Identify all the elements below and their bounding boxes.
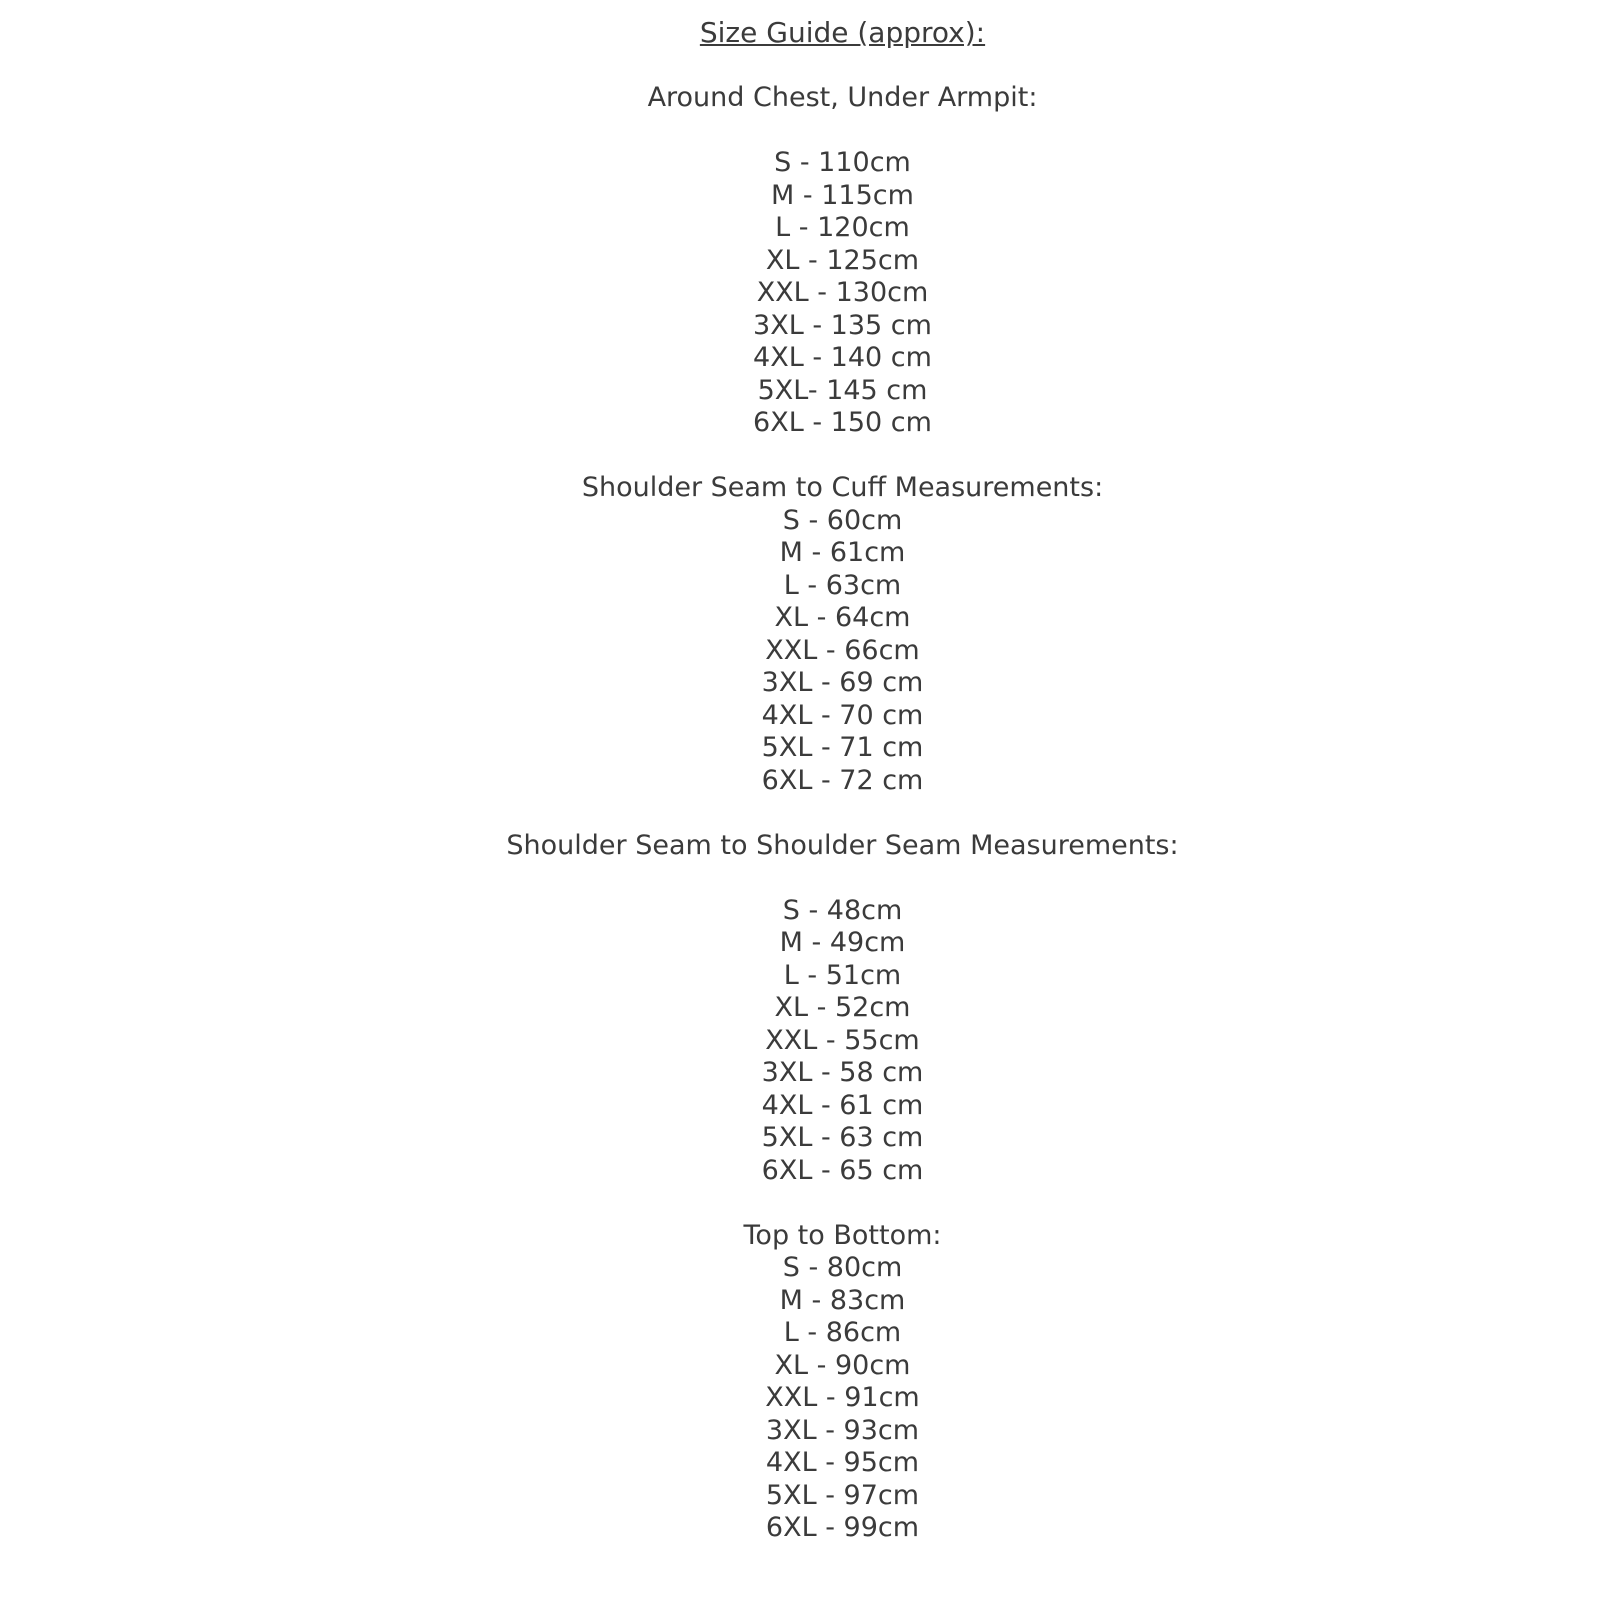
size-row: XL - 52cm xyxy=(774,992,911,1023)
size-row: 3XL - 93cm xyxy=(765,1414,920,1446)
size-guide-content xyxy=(85,17,1600,1545)
page-title: Size Guide (approx): xyxy=(699,16,986,49)
size-row: XL - 125cm xyxy=(765,244,920,276)
blank-line xyxy=(85,862,1600,895)
size-row: XL - 64cm xyxy=(774,602,911,633)
size-row: 3XL - 69 cm xyxy=(761,667,924,698)
size-row: 4XL - 95cm xyxy=(765,1447,920,1478)
size-row: S - 60cm xyxy=(782,504,903,536)
size-row: XXL - 91cm xyxy=(765,1382,920,1413)
size-row: L - 63cm xyxy=(783,569,902,601)
size-row: 5XL- 145 cm xyxy=(757,374,928,406)
size-row: 5XL - 63 cm xyxy=(761,1122,924,1153)
section-heading: Shoulder Seam to Cuff Measurements: xyxy=(581,472,1104,503)
size-row: 3XL - 135 cm xyxy=(753,309,932,341)
size-row: L - 51cm xyxy=(783,959,902,991)
blank-line xyxy=(85,797,1600,830)
blank-line xyxy=(85,1187,1600,1220)
size-row: 5XL - 71 cm xyxy=(761,732,924,763)
blank-line xyxy=(85,440,1600,473)
section-heading: Around Chest, Under Armpit: xyxy=(647,82,1038,113)
size-row: 6XL - 150 cm xyxy=(753,407,932,438)
size-row: 4XL - 61 cm xyxy=(761,1089,924,1121)
size-row: M - 83cm xyxy=(779,1284,906,1316)
size-row: 5XL - 97cm xyxy=(765,1479,920,1511)
size-row: 3XL - 58 cm xyxy=(761,1057,924,1088)
blank-line xyxy=(85,115,1600,148)
size-row: L - 120cm xyxy=(775,212,910,243)
size-row: M - 61cm xyxy=(779,537,906,568)
section-heading: Top to Bottom: xyxy=(743,1219,942,1251)
size-row: M - 115cm xyxy=(771,179,914,211)
size-row: 6XL - 72 cm xyxy=(761,764,924,796)
size-row: S - 80cm xyxy=(782,1252,903,1283)
size-row: 4XL - 140 cm xyxy=(753,342,932,373)
size-row: 6XL - 65 cm xyxy=(761,1154,924,1186)
size-row: 4XL - 70 cm xyxy=(761,699,924,731)
size-row: L - 86cm xyxy=(783,1317,902,1348)
size-row: M - 49cm xyxy=(779,927,906,958)
size-row: XXL - 66cm xyxy=(765,634,920,666)
size-row: XL - 90cm xyxy=(774,1349,911,1381)
section-heading: Shoulder Seam to Shoulder Seam Measurements: xyxy=(506,829,1179,861)
size-row: S - 110cm xyxy=(774,147,911,178)
size-row: 6XL - 99cm xyxy=(765,1512,920,1543)
blank-line xyxy=(85,50,1600,83)
sections-container xyxy=(85,82,1600,1545)
size-row: XXL - 55cm xyxy=(765,1024,920,1056)
size-row: S - 48cm xyxy=(782,894,903,926)
size-row: XXL - 130cm xyxy=(756,277,929,308)
